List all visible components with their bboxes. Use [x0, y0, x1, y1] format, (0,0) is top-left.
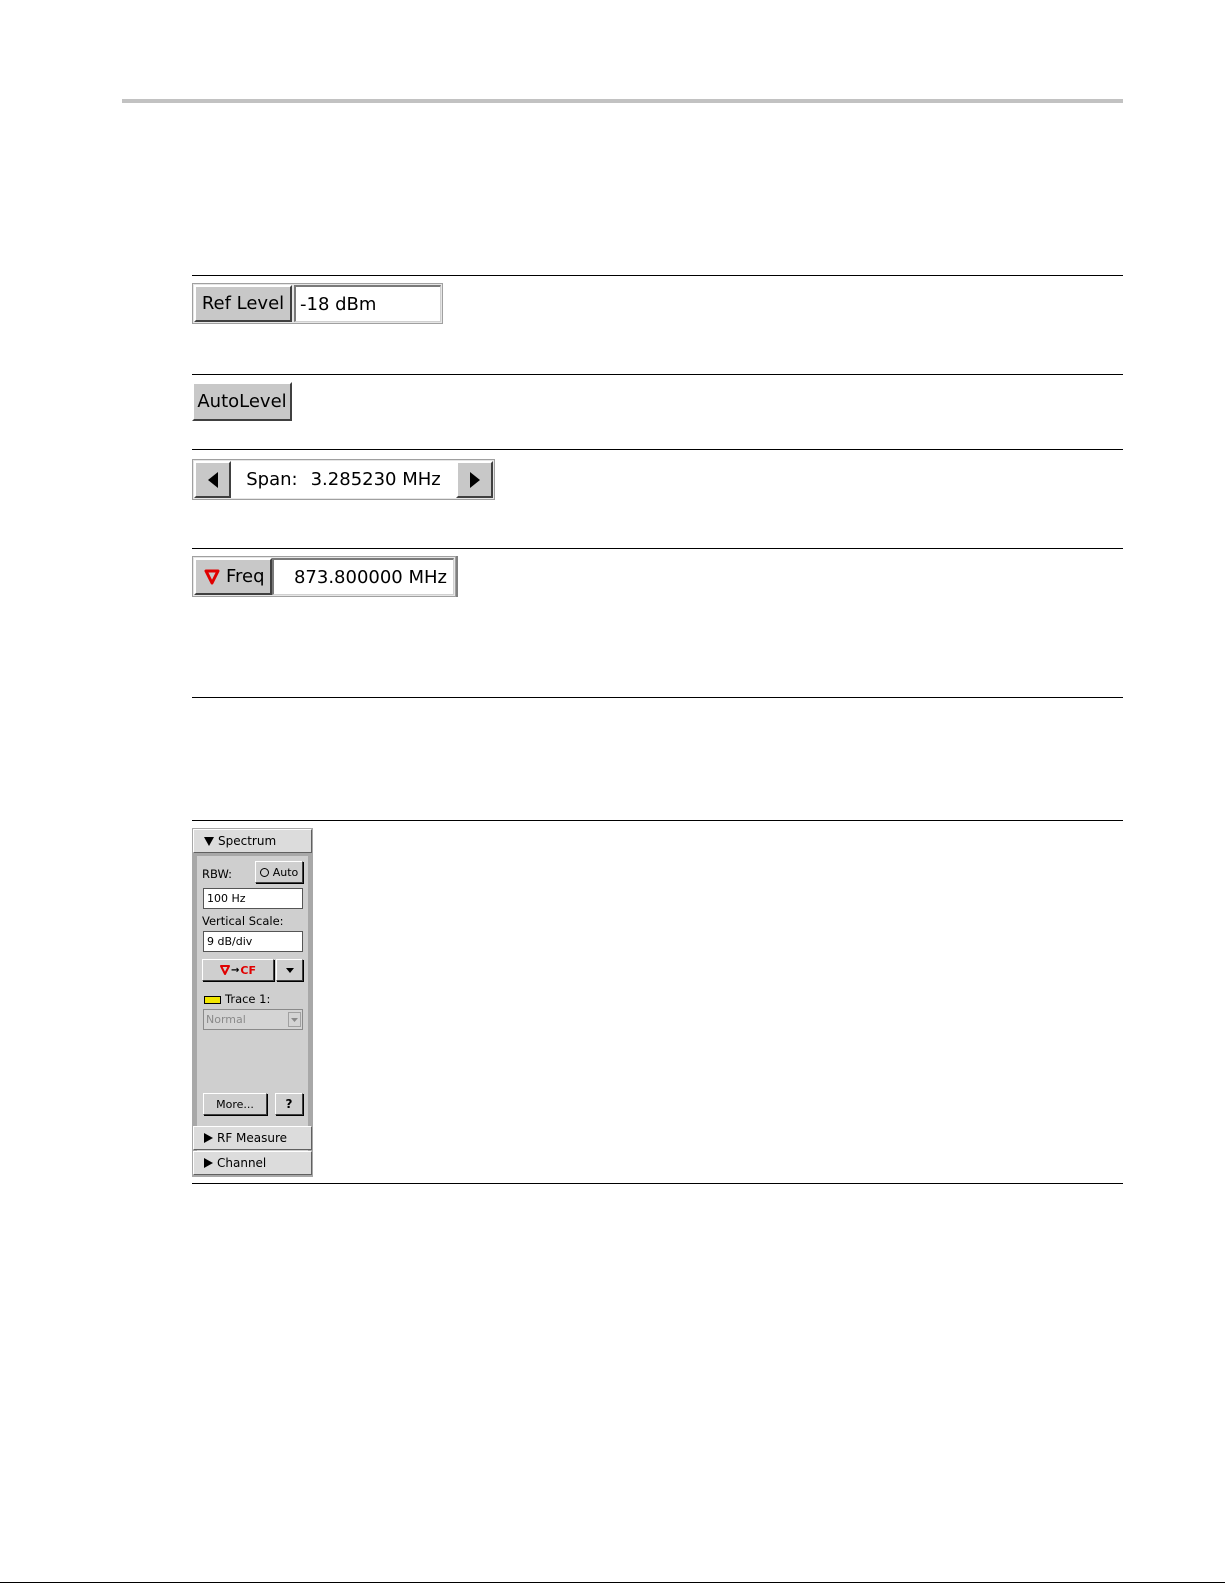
rbw-label: RBW: [202, 867, 233, 881]
marker-freq-label: Freq [226, 566, 265, 587]
table-rule [192, 1183, 1123, 1184]
tab-channel-label: Channel [217, 1156, 267, 1170]
ref-level-button[interactable]: Ref Level [194, 285, 292, 322]
trace-label: Trace 1: [225, 992, 271, 1006]
span-readout[interactable] [231, 461, 456, 498]
marker-to-cf-label: CF [240, 963, 256, 977]
auto-level-button[interactable]: AutoLevel [192, 382, 292, 421]
triangle-left-icon [206, 471, 220, 489]
marker-dropdown-button[interactable] [276, 959, 303, 981]
span-decrease-button[interactable] [194, 461, 231, 498]
tab-spectrum[interactable] [193, 829, 312, 853]
marker-to-cf-button[interactable] [202, 959, 274, 981]
help-button[interactable]: ? [275, 1093, 303, 1115]
chevron-down-icon [288, 1012, 301, 1027]
rbw-auto-label: Auto [272, 865, 299, 879]
header-rule [122, 99, 1123, 103]
tab-channel[interactable] [193, 1151, 312, 1175]
trace-color-swatch [204, 996, 221, 1004]
more-button[interactable]: More... [203, 1093, 267, 1115]
span-increase-button[interactable] [456, 461, 493, 498]
span-value: 3.285230 MHz [310, 469, 441, 490]
arrow-right-icon: → [231, 964, 240, 976]
vertical-scale-label: Vertical Scale: [202, 914, 284, 928]
footer-rule [0, 1582, 1225, 1583]
table-rule [192, 275, 1123, 276]
tab-spectrum-label: Spectrum [218, 834, 277, 848]
span-label: Span: [246, 469, 298, 490]
table-rule [192, 449, 1123, 450]
marker-freq-input[interactable]: 873.800000 MHz [272, 558, 454, 595]
rbw-auto-button[interactable] [255, 861, 303, 883]
table-rule [192, 697, 1123, 698]
triangle-right-icon [204, 1158, 213, 1168]
marker-freq-button[interactable] [194, 558, 272, 595]
marker-triangle-icon [220, 965, 230, 975]
tab-rf-measure[interactable] [193, 1126, 312, 1150]
rbw-input[interactable]: 100 Hz [203, 888, 303, 909]
control-panel [192, 828, 313, 1177]
table-rule [192, 548, 1123, 549]
chevron-down-icon [286, 968, 294, 973]
trace-mode-value: Normal [206, 1013, 246, 1026]
trace-mode-select[interactable] [203, 1009, 303, 1030]
triangle-down-icon [204, 837, 214, 846]
radio-icon [260, 868, 269, 877]
vertical-scale-input[interactable]: 9 dB/div [203, 931, 303, 952]
triangle-right-icon [468, 471, 482, 489]
table-rule [192, 820, 1123, 821]
table-rule [192, 374, 1123, 375]
spectrum-panel-body [197, 856, 308, 1152]
marker-triangle-icon [204, 569, 220, 585]
ref-level-input[interactable]: -18 dBm [294, 285, 441, 322]
tab-rf-measure-label: RF Measure [217, 1131, 288, 1145]
triangle-right-icon [204, 1133, 213, 1143]
